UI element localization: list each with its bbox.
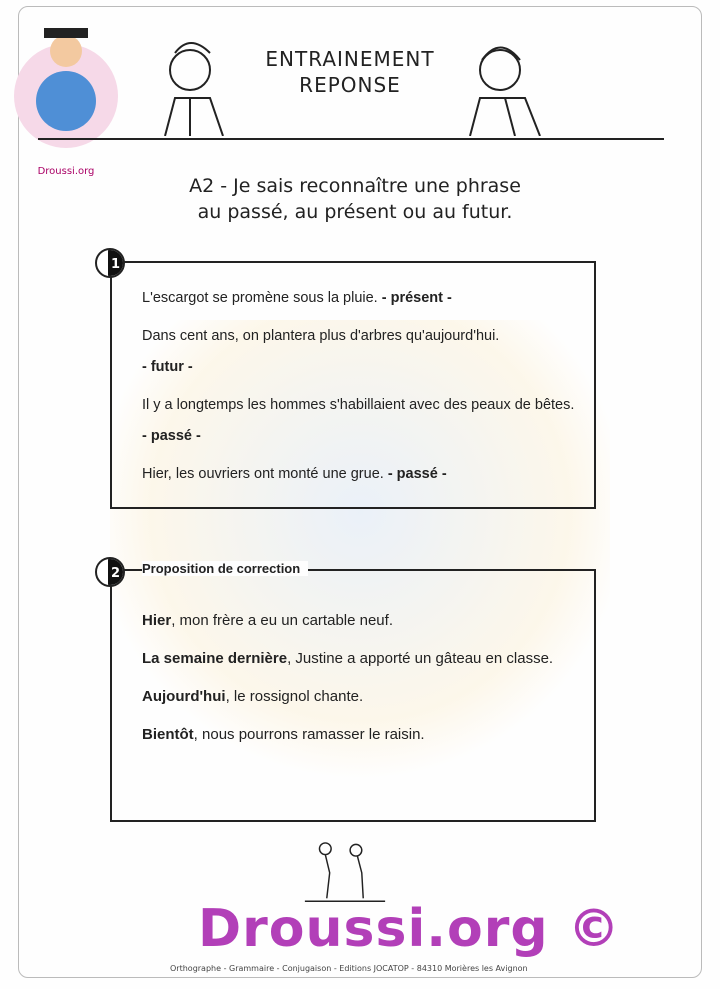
sentence-text: , mon frère a eu un cartable neuf. (171, 612, 393, 629)
sentence-text: Hier, les ouvriers ont monté une grue. (142, 466, 388, 482)
footer-text: Orthographe - Grammaire - Conjugaison - Editions JOCATOP - 84310 Morières les Avignon (170, 964, 528, 973)
exercise-1-box (110, 261, 596, 509)
answer: - présent - (381, 290, 452, 306)
answer: - passé - (142, 428, 201, 444)
sentence-text: L'escargot se promène sous la pluie. (142, 290, 382, 306)
sentence-text: , le rossignol chante. (225, 688, 364, 705)
title-line-2: REPONSE (299, 73, 401, 97)
sentence-text: Il y a longtemps les hommes s'habillaient avec des peaux de bêtes. (142, 397, 575, 413)
sentence-text: , nous pourrons ramasser le raisin. (193, 726, 425, 743)
exercise-2-number (95, 557, 125, 587)
answer: - passé - (387, 466, 447, 482)
sentence-4 (142, 459, 576, 490)
sentence-2 (142, 321, 576, 383)
exercise-2-box (110, 569, 596, 822)
number-label: 1 (108, 250, 123, 276)
time-word: La semaine dernière (142, 650, 288, 667)
correction-1 (142, 605, 576, 636)
answer: - futur - (142, 359, 193, 375)
time-word: Hier (142, 612, 172, 629)
svg-text:Droussi.org: Droussi.org (37, 166, 95, 176)
exercise-1-number (95, 248, 125, 278)
subtitle-line-1: A2 - Je sais reconnaître une phrase (189, 175, 521, 197)
girl-drawing-icon (135, 28, 230, 136)
time-word: Aujourd'hui (142, 688, 226, 705)
sentence-3 (142, 390, 576, 452)
subtitle-line-2: au passé, au présent ou au futur. (197, 201, 513, 223)
droussi-logo (6, 6, 126, 176)
correction-heading: Proposition de correction (142, 561, 308, 576)
lesson-subtitle (120, 173, 590, 225)
correction-4 (142, 719, 576, 750)
sentence-text: , Justine a apporté un gâteau en classe. (287, 650, 554, 667)
page-title (230, 46, 470, 98)
time-word: Bientôt (142, 726, 194, 743)
watermark: Droussi.org © (198, 899, 621, 959)
sentence-1 (142, 283, 576, 314)
number-label: 2 (108, 559, 123, 585)
boy-drawing-icon (460, 30, 555, 136)
correction-2 (142, 643, 576, 674)
bowing-children-icon (290, 840, 400, 902)
header-divider (38, 138, 664, 140)
title-line-1: ENTRAINEMENT (265, 47, 435, 71)
sentence-text: Dans cent ans, on plantera plus d'arbres qu'aujourd'hui. (142, 328, 500, 344)
correction-3 (142, 681, 576, 712)
